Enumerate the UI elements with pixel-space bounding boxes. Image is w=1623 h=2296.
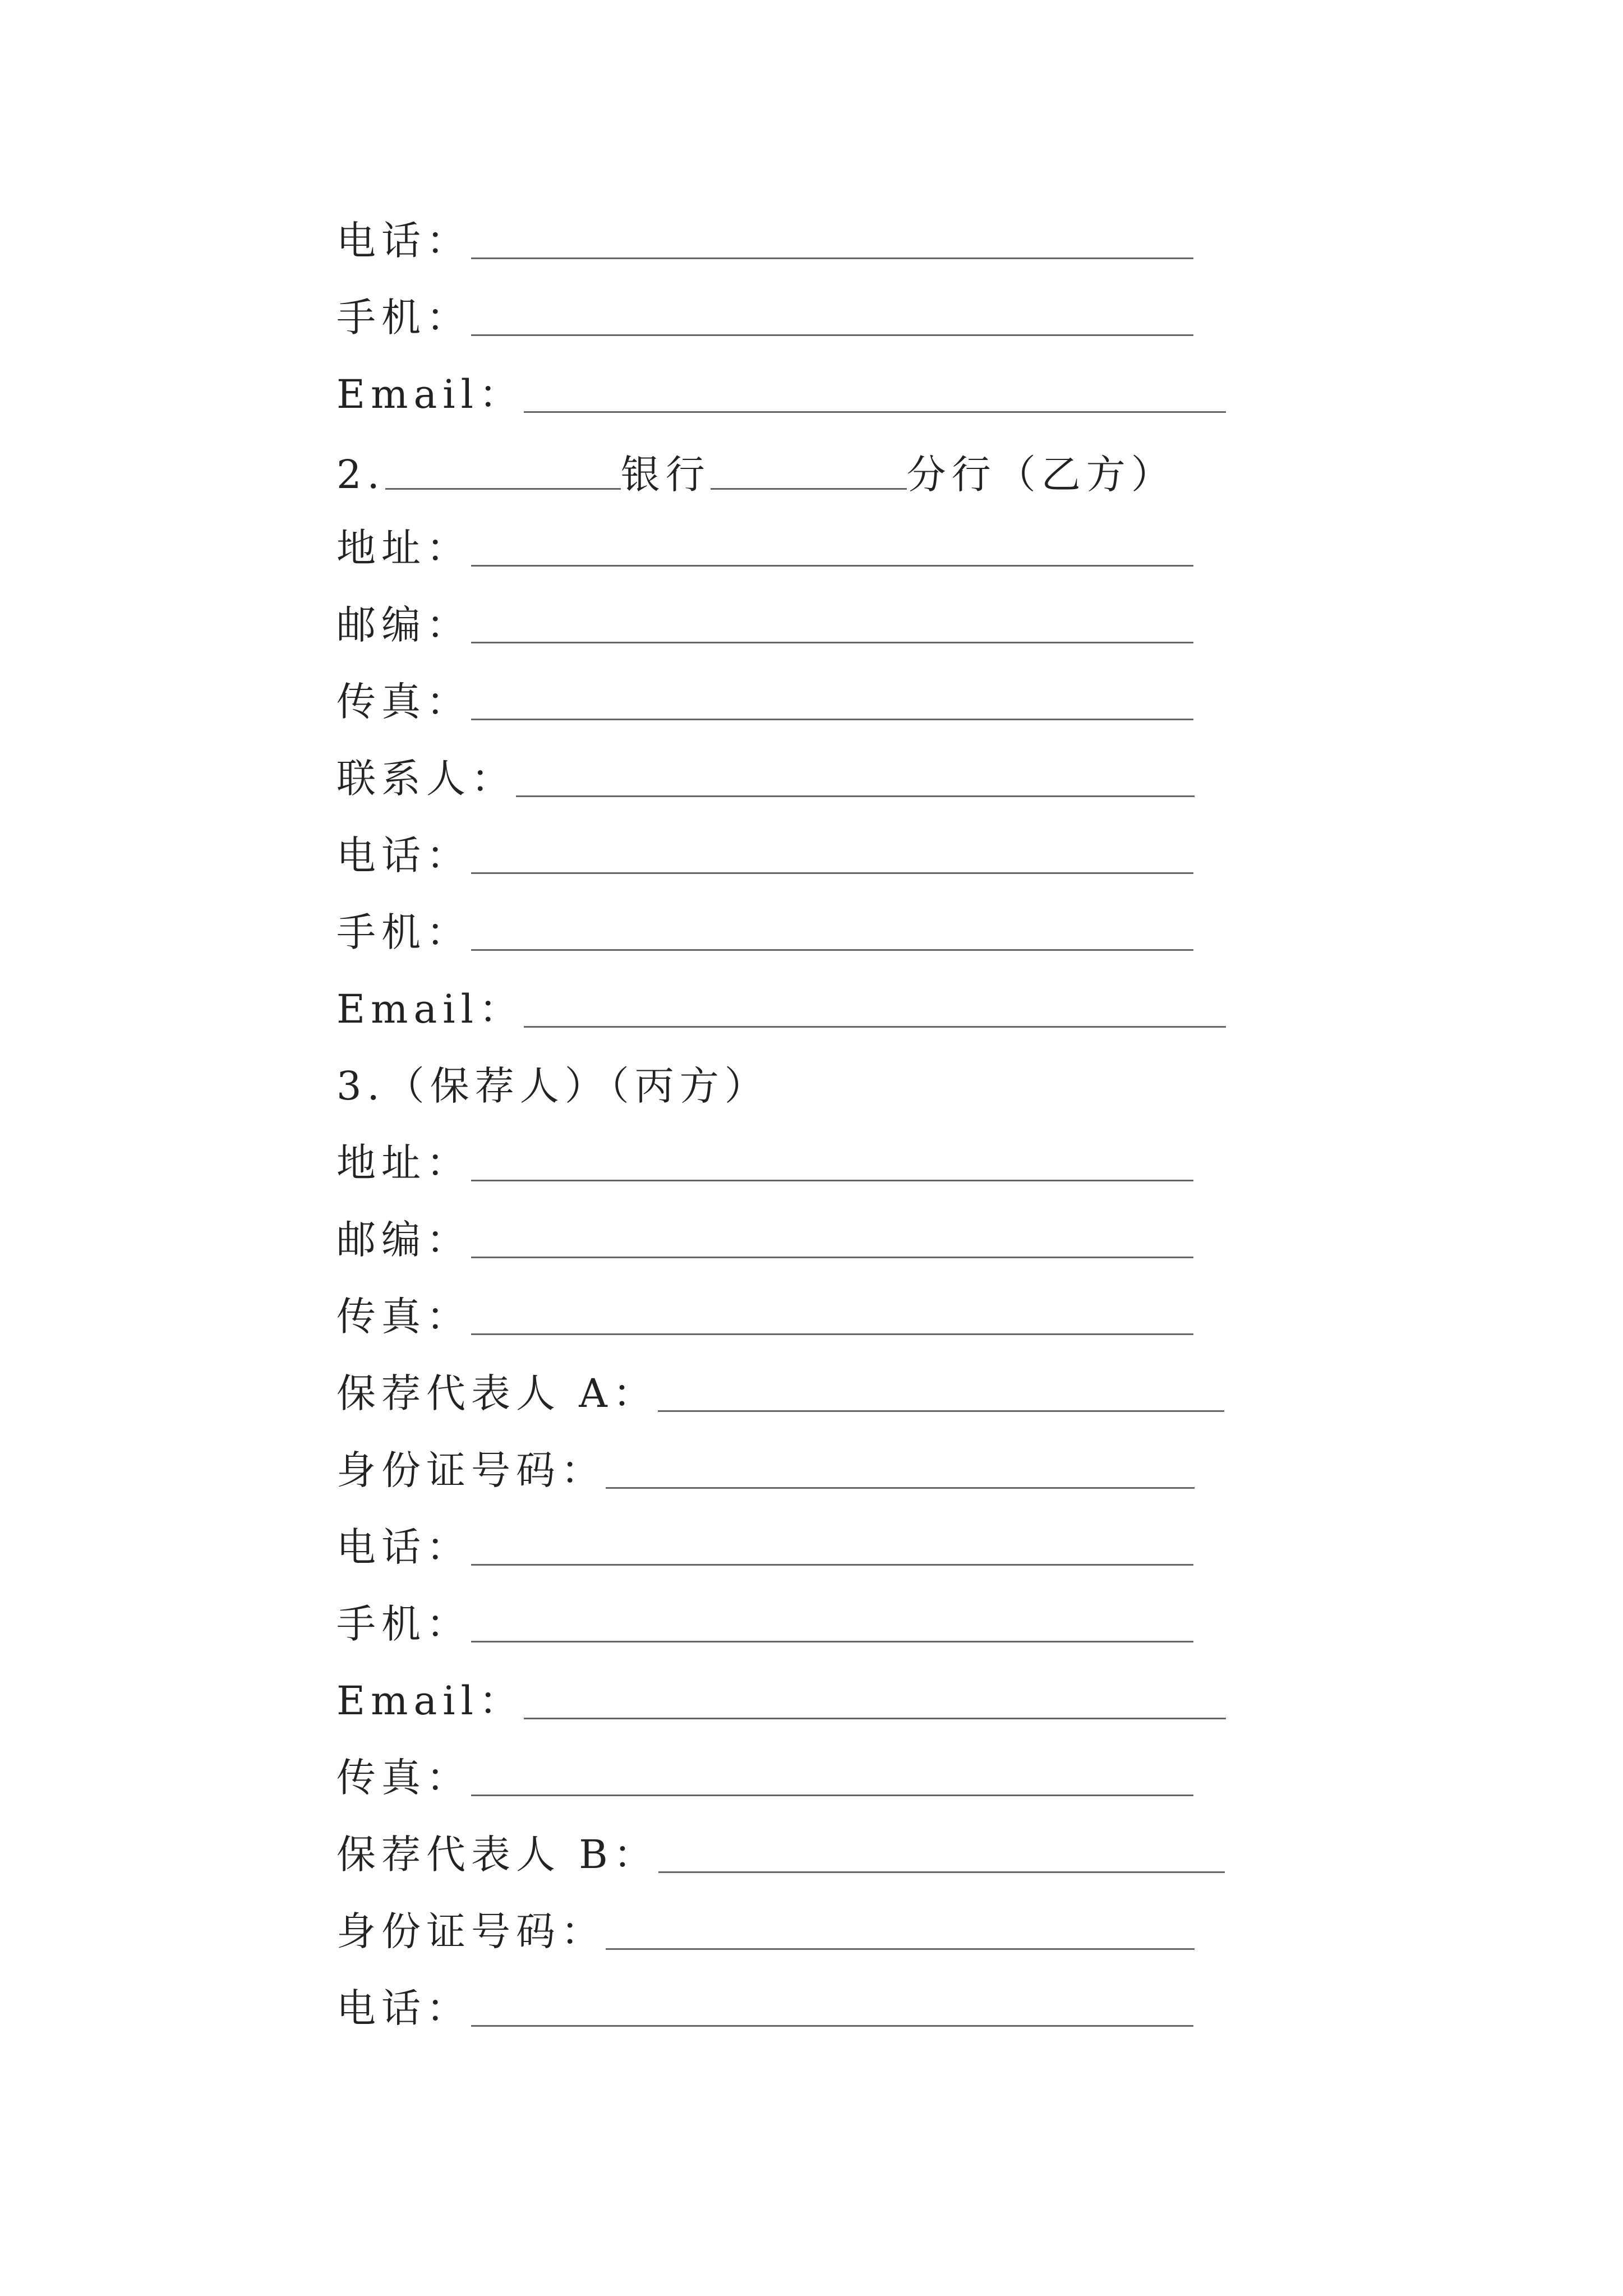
fill-in-blank[interactable] (471, 2023, 1193, 2027)
field-row-phone-a (336, 1508, 1193, 1570)
fill-in-blank[interactable] (471, 332, 1193, 336)
party-b-heading (336, 432, 1176, 498)
field-label: 传真： (336, 1755, 471, 1801)
fill-in-blank[interactable] (516, 793, 1195, 797)
party-c-heading (336, 1047, 769, 1109)
fill-in-blank[interactable] (524, 409, 1226, 413)
fill-in-blank[interactable] (471, 1254, 1193, 1258)
field-row-email-1 (336, 356, 1226, 417)
field-row-fax-a (336, 1739, 1193, 1801)
field-row-phone-b (336, 817, 1193, 878)
field-row-phone-1 (336, 202, 1193, 264)
field-label: Email： (336, 371, 524, 417)
field-label: 电话： (336, 218, 471, 264)
fill-in-blank[interactable] (471, 1639, 1193, 1642)
field-row-email-a (336, 1662, 1226, 1724)
field-label: 手机： (336, 1601, 471, 1647)
fill-in-blank[interactable] (471, 1792, 1193, 1796)
field-row-postcode-b (336, 586, 1193, 648)
field-row-sponsor-rep-b (336, 1816, 1225, 1878)
field-row-fax-c (336, 1278, 1193, 1340)
section-heading: 3.（保荐人）（丙方） (336, 1063, 769, 1109)
fill-in-blank[interactable] (658, 1408, 1224, 1412)
field-row-contact-b (336, 740, 1195, 802)
fill-in-blank[interactable] (471, 716, 1193, 720)
fill-in-blank[interactable] (471, 255, 1193, 259)
fill-in-blank[interactable] (471, 870, 1193, 874)
field-label: 手机： (336, 295, 471, 341)
fill-in-blank[interactable] (606, 1946, 1195, 1950)
fill-in-blank[interactable] (471, 947, 1193, 951)
fill-in-blank[interactable] (471, 563, 1193, 567)
field-label: 电话： (336, 1985, 471, 2031)
fill-in-blank[interactable] (471, 1177, 1193, 1181)
field-row-phone-rep-b (336, 1970, 1193, 2031)
party-b-branch-label: 分行（乙方） (906, 452, 1176, 498)
field-label: 身份证号码： (336, 1447, 606, 1493)
field-row-mobile-b (336, 894, 1193, 955)
field-label: Email： (336, 986, 524, 1032)
field-label: 保荐代表人 A： (336, 1370, 658, 1416)
field-label: 地址： (336, 525, 471, 571)
field-label: 电话： (336, 1524, 471, 1570)
field-label: 邮编： (336, 602, 471, 648)
field-label: 邮编： (336, 1217, 471, 1263)
fill-in-blank[interactable] (471, 1331, 1193, 1335)
field-row-id-number-b (336, 1893, 1195, 1954)
field-row-fax-b (336, 663, 1193, 725)
field-label: Email： (336, 1678, 524, 1724)
field-row-postcode-c (336, 1201, 1193, 1263)
field-row-email-b (336, 970, 1226, 1032)
fill-in-blank[interactable] (524, 1715, 1226, 1719)
party-b-bank-label: 银行 (620, 452, 711, 498)
fill-in-blank[interactable] (658, 1869, 1225, 1873)
branch-name-blank[interactable] (711, 454, 907, 490)
field-label: 传真： (336, 1294, 471, 1340)
fill-in-blank[interactable] (471, 639, 1193, 643)
bank-name-blank[interactable] (385, 454, 621, 490)
field-label: 保荐代表人 B： (336, 1832, 658, 1878)
field-label: 身份证号码： (336, 1908, 606, 1954)
fill-in-blank[interactable] (524, 1024, 1226, 1028)
field-label: 手机： (336, 909, 471, 955)
field-row-address-c (336, 1124, 1193, 1186)
fill-in-blank[interactable] (606, 1485, 1195, 1489)
fill-in-blank[interactable] (471, 1562, 1193, 1566)
field-label: 传真： (336, 679, 471, 725)
field-row-sponsor-rep-a (336, 1355, 1224, 1416)
field-row-mobile-1 (336, 279, 1193, 341)
field-label: 电话： (336, 832, 471, 878)
field-row-mobile-a (336, 1585, 1193, 1647)
field-row-id-number-a (336, 1432, 1195, 1493)
field-label: 联系人： (336, 756, 516, 802)
field-row-address-b (336, 509, 1193, 571)
field-label: 地址： (336, 1140, 471, 1186)
party-b-number: 2. (336, 452, 385, 498)
